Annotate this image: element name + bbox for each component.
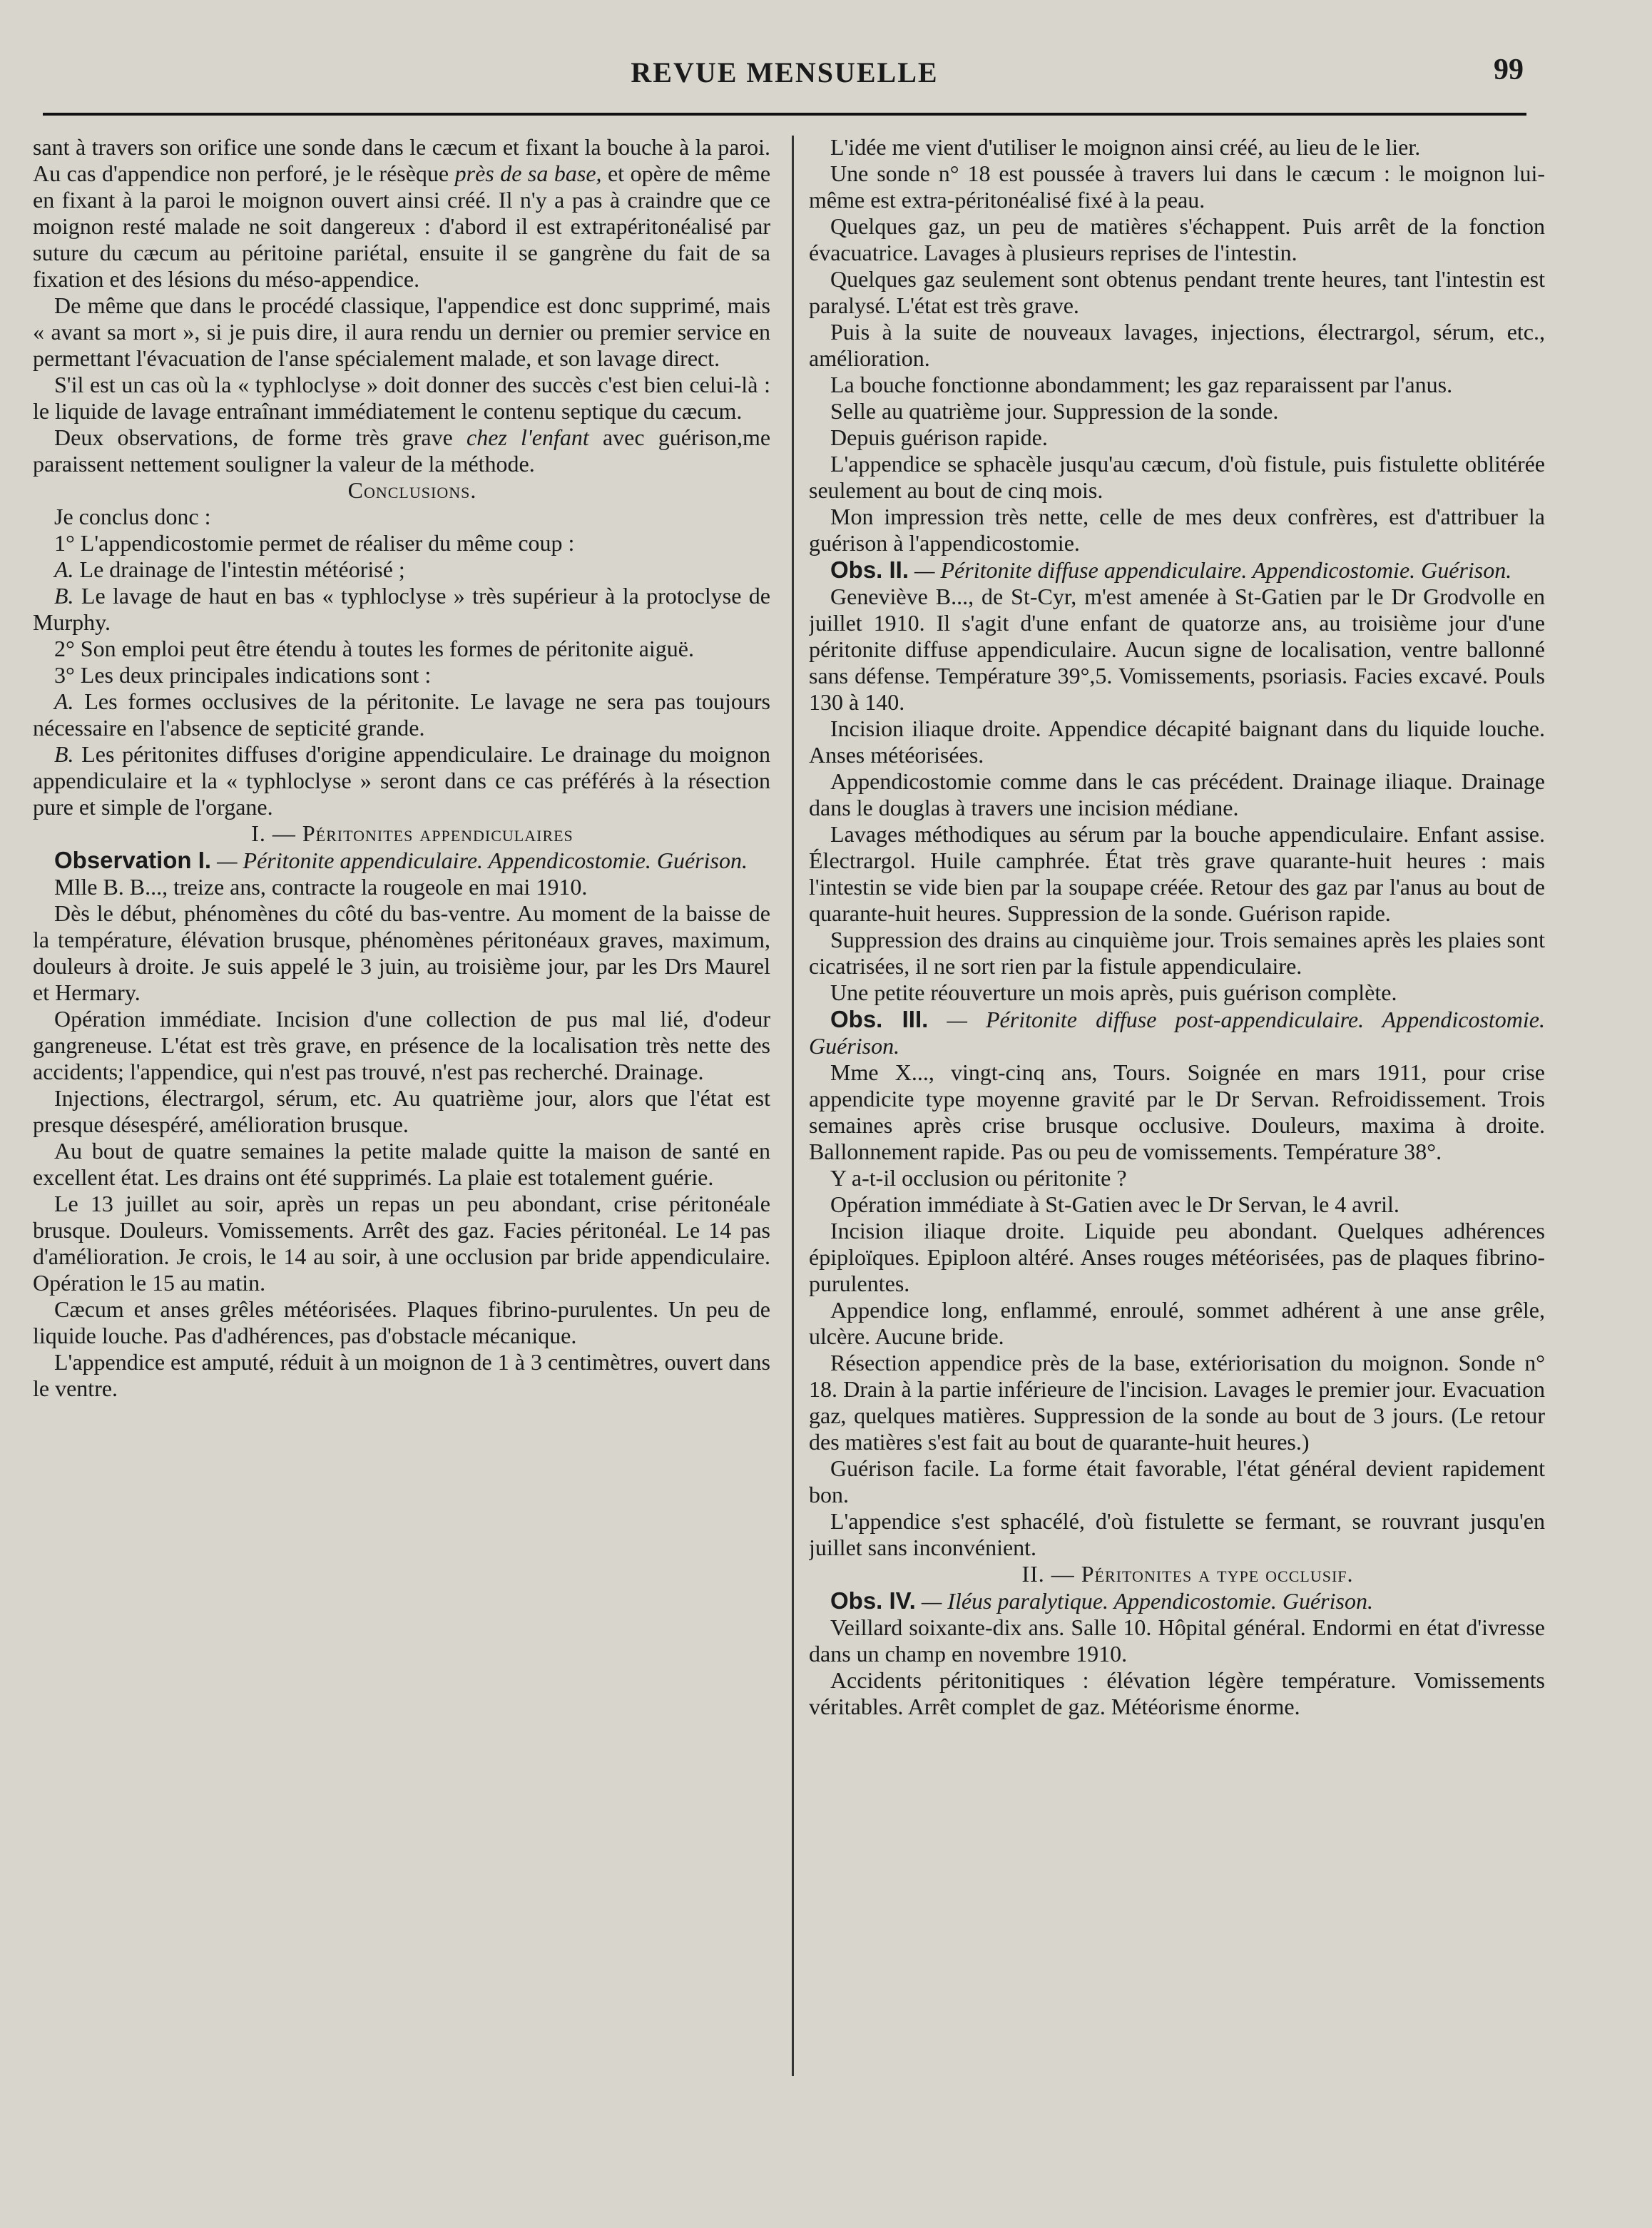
paragraph: Une sonde n° 18 est poussée à travers lui dans le cæcum : le moignon lui-même est extra-péritonéalisé fixé à la peau.	[809, 161, 1545, 213]
section-heading-2: II. — Péritonites a type occlusif.	[1021, 1561, 1354, 1587]
paragraph: Incision iliaque droite. Appendice décapité baignant dans du liquide louche. Anses météorisées.	[809, 716, 1545, 768]
paragraph: Selle au quatrième jour. Suppression de la sonde.	[830, 398, 1279, 424]
paragraph: Dès le début, phénomènes du côté du bas-ventre. Au moment de la baisse de la température, élévation brusque, phénomènes péritonéaux graves, maximum, douleurs à droite. Je suis appelé le 3 juin, au troisième jour, par les Drs Maurel et Hermary.	[33, 900, 770, 1005]
paragraph: Cæcum et anses grêles météorisées. Plaques fibrino-purulentes. Un peu de liquide louche. Pas d'adhérences, pas d'obstacle mécanique.	[33, 1296, 770, 1348]
column-divider	[792, 136, 794, 2076]
paragraph: L'idée me vient d'utiliser le moignon ainsi créé, au lieu de le lier.	[830, 134, 1421, 160]
paragraph: Appendicostomie comme dans le cas précédent. Drainage iliaque. Drainage dans le douglas à travers une incision médiane.	[809, 768, 1545, 820]
paragraph: De même que dans le procédé classique, l'appendice est donc supprimé, mais « avant sa mort », si je puis dire, il aura rendu un dernier ou premier service en permettant l'évacuation de l'anse spécialement malade, et son lavage direct.	[33, 293, 770, 371]
paragraph: Y a-t-il occlusion ou péritonite ?	[830, 1165, 1127, 1191]
left-column	[33, 134, 770, 2082]
paragraph: Mme X..., vingt-cinq ans, Tours. Soignée en mars 1911, pour crise appendicite type moyenne gravité par le Dr Servan. Refroidissement. Trois semaines après crise brusque occlusive. Douleurs, maxima à droite. Ballonnement rapide. Pas ou peu de vomissements. Température 38°.	[809, 1059, 1545, 1164]
paragraph: Injections, électrargol, sérum, etc. Au quatrième jour, alors que l'état est presque désespéré, amélioration brusque.	[33, 1085, 770, 1137]
paragraph: Le 13 juillet au soir, après un repas un peu abondant, crise péritonéale brusque. Douleurs. Vomissements. Arrêt des gaz. Facies péritonéal. Le 14 pas d'amélioration. Je crois, le 14 au soir, à une occlusion par bride appendiculaire. Opération le 15 au matin.	[33, 1191, 770, 1296]
section-heading-1: I. — Péritonites appendiculaires	[251, 820, 573, 846]
paragraph: Résection appendice près de la base, extériorisation du moignon. Sonde n° 18. Drain à la partie inférieure de l'incision. Lavages le premier jour. Evacuation gaz, quelques matières. Suppression de la sonde au bout de 3 jours. (Le retour des matières s'est fait au bout de quarante-huit heures.)	[809, 1350, 1545, 1455]
paragraph: 2° Son emploi peut être étendu à toutes les formes de péritonite aiguë.	[54, 636, 694, 661]
running-header	[43, 43, 1526, 116]
paragraph: Guérison facile. La forme était favorable, l'état général devient rapidement bon.	[809, 1455, 1545, 1507]
paragraph: 1° L'appendicostomie permet de réaliser du même coup :	[54, 530, 575, 556]
paragraph: L'appendice se sphacèle jusqu'au cæcum, d'où fistule, puis fistulette oblitérée seulement au bout de cinq mois.	[809, 451, 1545, 503]
paragraph: Accidents péritonitiques : élévation légère température. Vomissements véritables. Arrêt complet de gaz. Météorisme énorme.	[809, 1667, 1545, 1719]
paragraph: Incision iliaque droite. Liquide peu abondant. Quelques adhérences épiploïques. Epiploon altéré. Anses rouges météorisées, pas de plaques fibrino-purulentes.	[809, 1218, 1545, 1296]
paragraph: S'il est un cas où la « typhloclyse » doit donner des succès c'est bien celui-là : le liquide de lavage entraînant immédiatement le contenu septique du cæcum.	[33, 372, 770, 424]
list-item: B. Les péritonites diffuses d'origine appendiculaire. Le drainage du moignon appendiculaire et la « typhloclyse » seront dans ce cas préférés à la résection pure et simple de l'organe.	[33, 741, 770, 820]
paragraph: Depuis guérison rapide.	[830, 424, 1048, 450]
observation-heading: Observation I. — Péritonite appendiculaire. Appendicostomie. Guérison.	[54, 847, 748, 873]
paragraph: Quelques gaz, un peu de matières s'échappent. Puis arrêt de la fonction évacuatrice. Lavages à plusieurs reprises de l'intestin.	[809, 213, 1545, 265]
paragraph: Veillard soixante-dix ans. Salle 10. Hôpital général. Endormi en état d'ivresse dans un champ en novembre 1910.	[809, 1614, 1545, 1667]
observation-heading: Obs. III. — Péritonite diffuse post-appendiculaire. Appendicostomie. Guérison.	[809, 1006, 1545, 1059]
paragraph: Deux observations, de forme très grave chez l'enfant avec guérison,me paraissent nettement souligner la valeur de la méthode.	[33, 424, 770, 477]
list-item: B. Le lavage de haut en bas « typhloclyse » très supérieur à la protoclyse de Murphy.	[33, 583, 770, 635]
paragraph: Je conclus donc :	[54, 504, 211, 529]
paragraph: Opération immédiate. Incision d'une collection de pus mal lié, d'odeur gangreneuse. L'état est très grave, en présence de la localisation très nette des accidents; l'appendice, qui n'est pas trouvé, n'est pas recherché. Drainage.	[33, 1006, 770, 1084]
journal-title: REVUE MENSUELLE	[631, 56, 939, 88]
paragraph: sant à travers son orifice une sonde dans le cæcum et fixant la bouche à la paroi. Au cas d'appendice non perforé, je le résèque près de sa base, et opère de même en fixant à la paroi le moignon ouvert ainsi créé. Il n'y a pas à craindre que ce moignon resté malade ne soit dangereux : d'abord il est extrapéritonéalisé par suture du cæcum au péritoine pariétal, ensuite il se gangrène du fait de sa fixation et des lésions du méso-appendice.	[33, 134, 770, 292]
paragraph: Lavages méthodiques au sérum par la bouche appendiculaire. Enfant assise. Électrargol. Huile camphrée. État très grave quarante-huit heures : mais l'intestin se vide bien par la soupape créée. Retour des gaz par l'anus au bout de quarante-huit heures. Suppression de la sonde. Guérison rapide.	[809, 821, 1545, 926]
conclusions-heading: Conclusions.	[347, 477, 477, 503]
paragraph: Puis à la suite de nouveaux lavages, injections, électrargol, sérum, etc., amélioration.	[809, 319, 1545, 371]
paragraph: 3° Les deux principales indications sont :	[54, 662, 432, 688]
paragraph: Opération immédiate à St-Gatien avec le Dr Servan, le 4 avril.	[830, 1191, 1399, 1217]
paragraph: Mon impression très nette, celle de mes deux confrères, est d'attribuer la guérison à l'appendicostomie.	[809, 504, 1545, 556]
paragraph: Une petite réouverture un mois après, puis guérison complète.	[830, 980, 1397, 1005]
list-item: A. Le drainage de l'intestin météorisé ;	[54, 556, 405, 582]
paragraph: L'appendice est amputé, réduit à un moignon de 1 à 3 centimètres, ouvert dans le ventre.	[33, 1349, 770, 1401]
right-column	[809, 134, 1545, 2082]
list-item: A. Les formes occlusives de la péritonite. Le lavage ne sera pas toujours nécessaire en l'absence de septicité grande.	[33, 688, 770, 741]
paragraph: Quelques gaz seulement sont obtenus pendant trente heures, tant l'intestin est paralysé. L'état est très grave.	[809, 266, 1545, 318]
page-number: 99	[1494, 54, 1524, 86]
paragraph: La bouche fonctionne abondamment; les gaz reparaissent par l'anus.	[830, 372, 1453, 397]
paragraph: Geneviève B..., de St-Cyr, m'est amenée à St-Gatien par le Dr Grodvolle en juillet 1910. Il s'agit d'une enfant de quatorze ans, au troisième jour d'une péritonite diffuse appendiculaire. Aucun signe de localisation, ventre ballonné sans défense. Température 39°,5. Vomissements, psoriasis. Facies excavé. Pouls 130 à 140.	[809, 584, 1545, 715]
observation-heading: Obs. II. — Péritonite diffuse appendiculaire. Appendicostomie. Guérison.	[830, 556, 1512, 583]
observation-heading: Obs. IV. — Iléus paralytique. Appendicostomie. Guérison.	[830, 1587, 1373, 1614]
paragraph: Appendice long, enflammé, enroulé, sommet adhérent à une anse grêle, ulcère. Aucune bride.	[809, 1297, 1545, 1349]
paragraph: Suppression des drains au cinquième jour. Trois semaines après les plaies sont cicatrisées, il ne sort rien par la fistule appendiculaire.	[809, 927, 1545, 979]
paragraph: Mlle B. B..., treize ans, contracte la rougeole en mai 1910.	[54, 874, 588, 900]
paragraph: L'appendice s'est sphacélé, d'où fistulette se fermant, se rouvrant jusqu'en juillet sans inconvénient.	[809, 1508, 1545, 1560]
paragraph: Au bout de quatre semaines la petite malade quitte la maison de santé en excellent état. Les drains ont été supprimés. La plaie est totalement guérie.	[33, 1138, 770, 1190]
